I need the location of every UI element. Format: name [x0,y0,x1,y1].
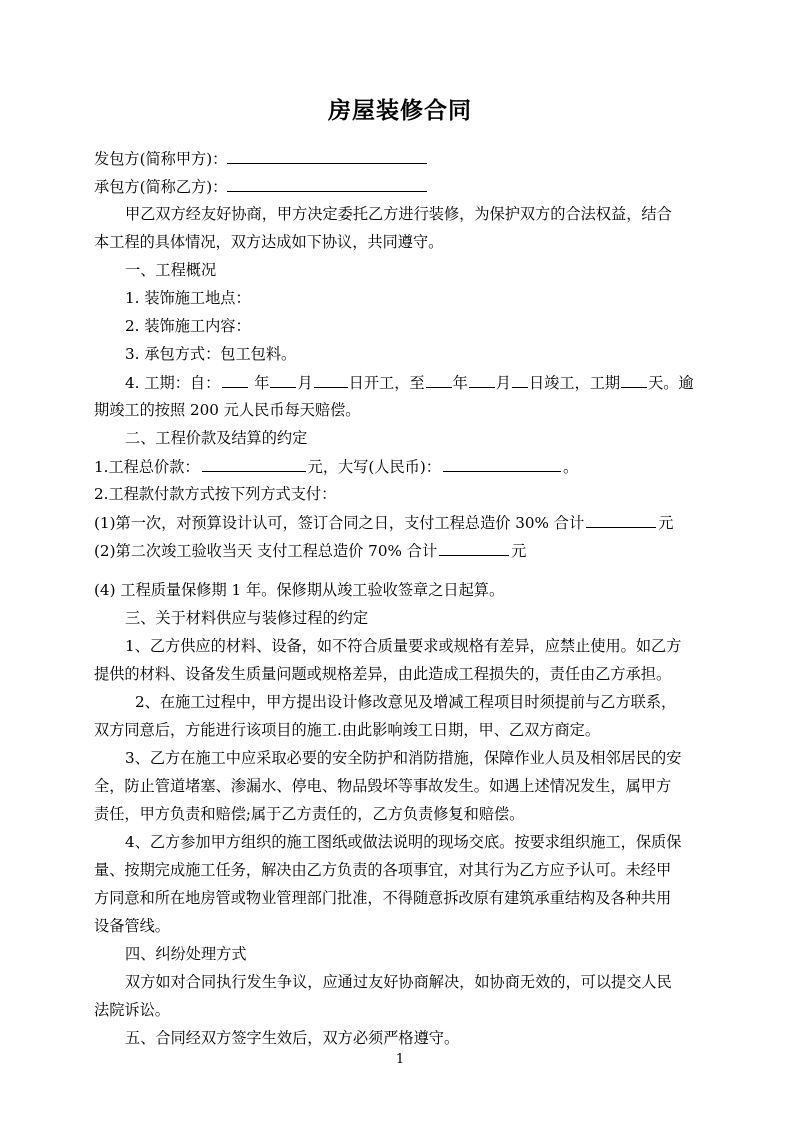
section-2-item-2: 2.工程款付款方式按下列方式支付： [94,485,337,503]
party-b-label: 承包方(简称乙方)： [94,178,228,196]
total-price-end: 。 [562,458,579,476]
document-title: 房屋装修合同 [328,98,472,124]
end-month-text: 月 [495,374,511,392]
payment-2-text: (2)第二次竣工验收当天 支付工程总造价 70% 合计 [94,542,438,560]
end-day-blank [512,372,528,388]
section-3-p4-line-3: 方同意和所在地房管或物业管理部门批准，不得随意拆改原有建筑承重结构及各种共用 [94,889,672,907]
section-3-p1-line-1: 1、乙方供应的材料、设备，如不符合质量要求或规格有差异，应禁止使用。如乙方 [125,637,682,655]
start-year-text: 年 [254,374,270,392]
start-month-blank [270,372,296,388]
section-1-item-3: 3. 承包方式：包工包料。 [125,345,297,363]
section-3-p4-line-1: 4、乙方参加甲方组织的施工图纸或做法说明的现场交底。按要求组织施工，保质保 [125,833,682,851]
section-2-item-1 [94,456,714,477]
section-2-item-4: (4) 工程质量保修期 1 年。保修期从竣工验收签章之日起算。 [94,581,505,599]
payment-1 [94,512,714,533]
party-a-label: 发包方(简称甲方)： [94,150,228,168]
payment-2-blank [439,540,509,556]
payment-2 [94,540,714,561]
section-3-p3-line-1: 3、乙方在施工中应采取必要的安全防护和消防措施，保障作业人员及相邻居民的安 [125,749,682,767]
end-year-text: 年 [452,374,468,392]
start-month-text: 月 [297,374,313,392]
section-3-heading: 三、关于材料供应与装修过程的约定 [125,609,368,627]
end-year-blank [426,372,452,388]
section-3-p3-line-2: 全，防止管道堵塞、渗漏水、停电、物品毁坏等事故发生。如遇上述情况发生，属甲方 [94,777,672,795]
section-3-p4-line-4: 设备管线。 [94,917,170,935]
party-b-line [94,176,714,197]
duration-blank [621,372,647,388]
section-3-p2-line-1: 2、在施工过程中，甲方提出设计修改意见及增减工程项目时须提前与乙方联系， [135,693,677,711]
section-4-line-2: 法院诉讼。 [94,1001,170,1019]
schedule-label: 4. 工期：自： [125,374,221,392]
section-1-item-4 [125,372,745,393]
section-1-item-2: 2. 装饰施工内容： [125,317,251,335]
start-day-text: 日开工，至 [348,374,425,392]
section-4-heading: 四、纠纷处理方式 [125,945,247,963]
party-a-blank [227,148,427,164]
total-price-label: 1.工程总价款： [94,458,200,476]
end-month-blank [469,372,495,388]
start-year-blank [222,372,248,388]
section-3-p3-line-3: 责任，甲方负责和赔偿;属于乙方责任的，乙方负责修复和赔偿。 [94,805,525,823]
start-day-blank [314,372,348,388]
total-price-words-blank [443,456,561,472]
section-3-p1-line-2: 提供的材料、设备发生质量问题或规格差异，由此造成工程损失的，责任由乙方承担。 [94,665,672,683]
section-3-p4-line-2: 量、按期完成施工任务，解决由乙方负责的各项事宜，对其行为乙方应予认可。未经甲 [94,861,672,879]
payment-1-unit: 元 [658,514,674,532]
party-b-blank [227,176,427,192]
total-price-blank [202,456,306,472]
section-1-item-4-cont: 期竣工的按照 200 元人民币每天赔偿。 [94,401,361,419]
payment-1-blank [586,512,656,528]
party-a-line [94,148,714,169]
intro-line-1: 甲乙双方经友好协商，甲方决定委托乙方进行装修，为保护双方的合法权益，结合 [125,205,672,223]
section-5: 五、合同经双方签字生效后，双方必须严格遵守。 [125,1029,460,1047]
page-number: 1 [395,1052,405,1067]
section-1-heading: 一、工程概况 [125,261,217,279]
section-2-heading: 二、工程价款及结算的约定 [125,429,308,447]
section-4-line-1: 双方如对合同执行发生争议，应通过友好协商解决，如协商无效的，可以提交人民 [125,973,672,991]
intro-line-2: 本工程的具体情况，双方达成如下协议，共同遵守。 [94,233,444,251]
payment-2-unit: 元 [511,542,527,560]
end-day-text: 日竣工，工期 [528,374,621,392]
payment-1-text: (1)第一次，对预算设计认可，签订合同之日，支付工程总造价 30% 合计 [94,514,585,532]
duration-text: 天。逾 [648,374,694,392]
total-price-words-label: 元，大写(人民币)： [307,458,441,476]
section-3-p2-line-2: 双方同意后，方能进行该项目的施工.由此影响竣工日期，甲、乙双方商定。 [94,721,601,739]
section-1-item-1: 1. 装饰施工地点： [125,289,251,307]
